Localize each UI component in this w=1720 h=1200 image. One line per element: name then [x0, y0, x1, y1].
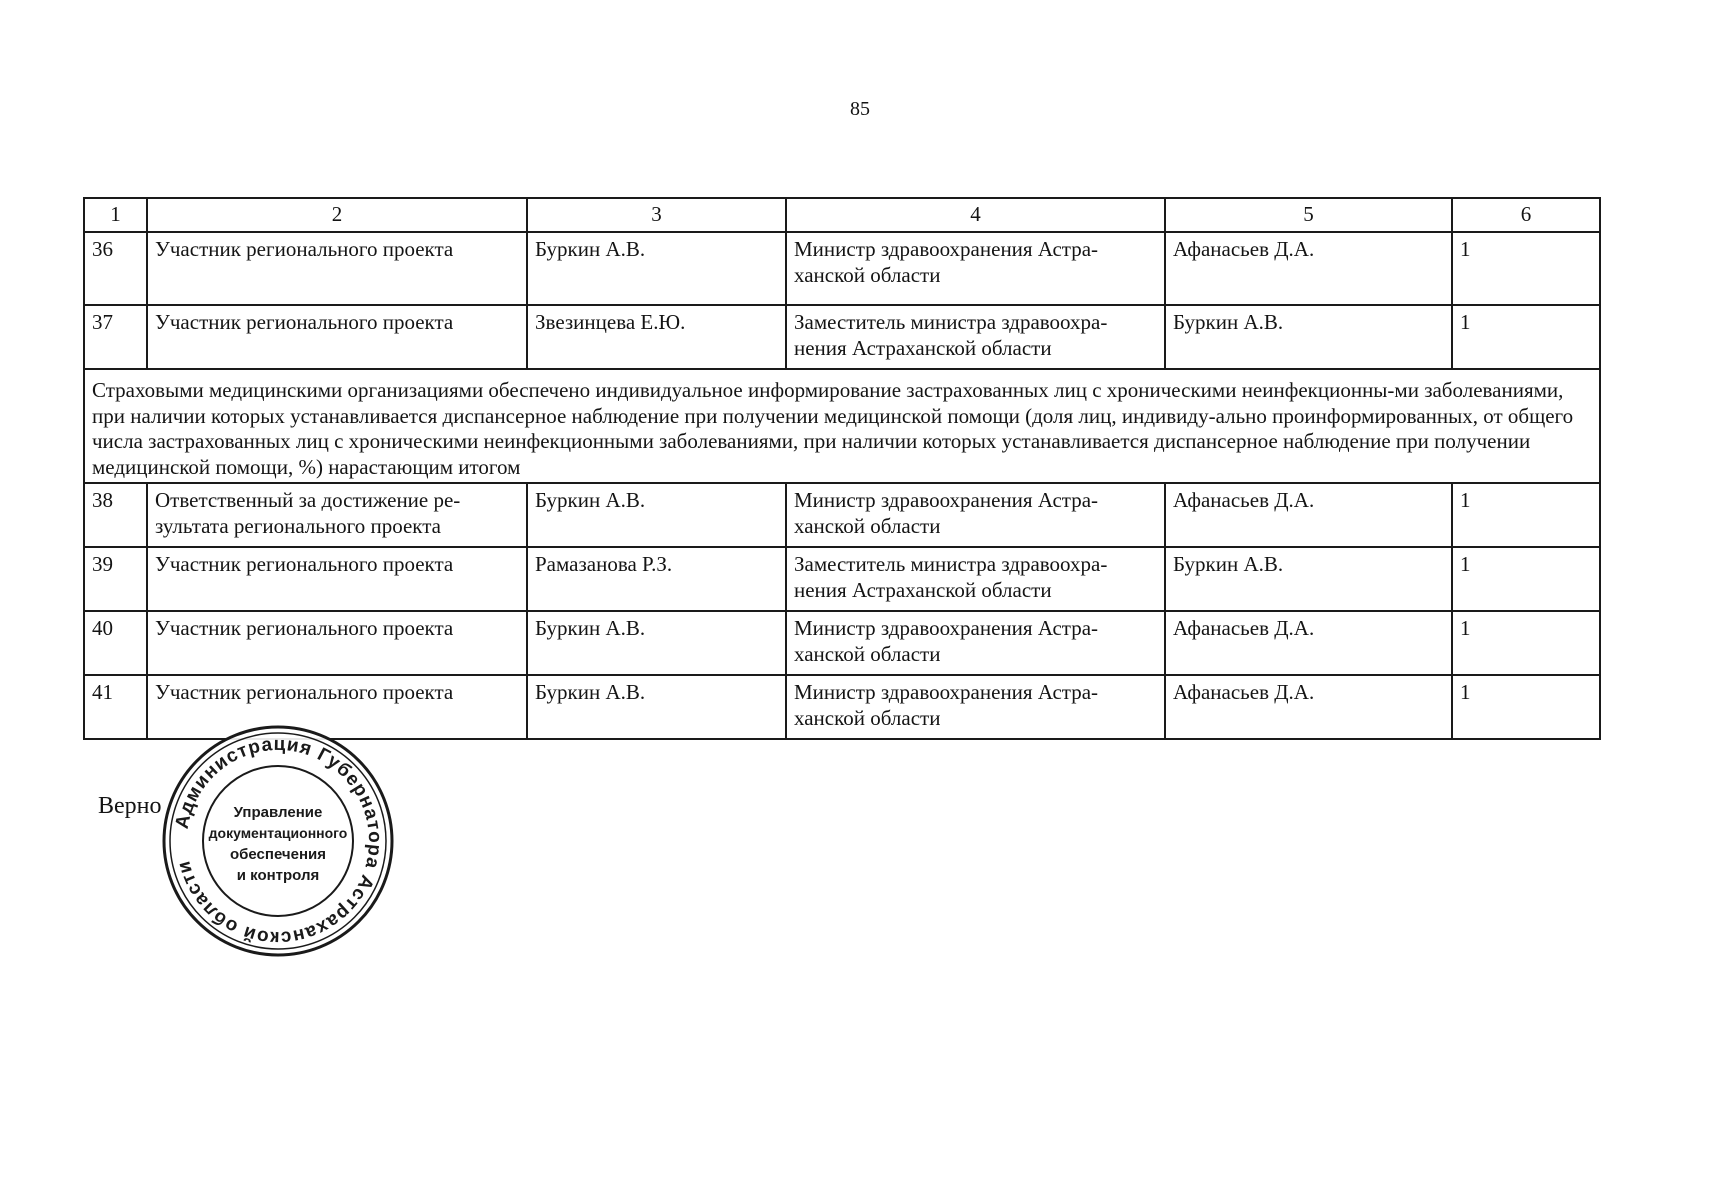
row-value: 1 [1452, 305, 1600, 369]
row-role: Участник регионального проекта [147, 611, 527, 675]
row-person: Буркин А.В. [527, 232, 786, 305]
row-position: Министр здравоохранения Астра-ханской области [786, 611, 1165, 675]
stamp-outer-ring [164, 727, 392, 955]
row-supervisor: Буркин А.В. [1165, 305, 1452, 369]
stamp-center-line: документационного [208, 825, 348, 841]
responsibility-table [83, 197, 1601, 740]
stamp-ring-text: Администрация Губернатора Астраханской области [171, 733, 386, 949]
column-header: 4 [786, 198, 1165, 232]
row-number: 39 [84, 547, 147, 611]
row-person: Буркин А.В. [527, 675, 786, 739]
row-role: Участник регионального проекта [147, 675, 527, 739]
table-row [84, 483, 1600, 547]
row-person: Рамазанова Р.З. [527, 547, 786, 611]
row-supervisor: Афанасьев Д.А. [1165, 675, 1452, 739]
row-value: 1 [1452, 675, 1600, 739]
row-number: 38 [84, 483, 147, 547]
table-row [84, 305, 1600, 369]
column-header: 1 [84, 198, 147, 232]
row-role: Ответственный за достижение ре-зультата регионального проекта [147, 483, 527, 547]
row-position: Заместитель министра здравоохра-нения Астраханской области [786, 547, 1165, 611]
row-role: Участник регионального проекта [147, 232, 527, 305]
table-header-row [84, 198, 1600, 232]
certification-label: Верно [98, 793, 162, 819]
row-value: 1 [1452, 611, 1600, 675]
row-number: 37 [84, 305, 147, 369]
row-position: Министр здравоохранения Астра-ханской области [786, 232, 1165, 305]
column-header: 3 [527, 198, 786, 232]
row-number: 41 [84, 675, 147, 739]
row-supervisor: Афанасьев Д.А. [1165, 611, 1452, 675]
row-value: 1 [1452, 232, 1600, 305]
table-row [84, 232, 1600, 305]
row-number: 36 [84, 232, 147, 305]
official-stamp [160, 723, 396, 959]
row-supervisor: Афанасьев Д.А. [1165, 483, 1452, 547]
table-row [84, 611, 1600, 675]
column-header: 6 [1452, 198, 1600, 232]
column-header: 5 [1165, 198, 1452, 232]
row-position: Министр здравоохранения Астра-ханской области [786, 483, 1165, 547]
page-number: 85 [850, 98, 870, 120]
column-header: 2 [147, 198, 527, 232]
stamp-center-line: обеспечения [229, 846, 327, 863]
row-value: 1 [1452, 483, 1600, 547]
row-person: Буркин А.В. [527, 483, 786, 547]
row-supervisor: Афанасьев Д.А. [1165, 232, 1452, 305]
row-position: Заместитель министра здравоохра-нения Астраханской области [786, 305, 1165, 369]
row-number: 40 [84, 611, 147, 675]
stamp-center-line: и контроля [236, 867, 320, 884]
row-person: Буркин А.В. [527, 611, 786, 675]
section-heading: Страховыми медицинскими организациями обеспечено индивидуальное информирование застрахованных лиц с хроническими неинфекционны-ми заболеваниями, при наличии которых устанавливается диспансерное наблюдение при получении медицинской помощи (доля лиц, индивиду-ально проинформированных, от общего числа застрахованных лиц с хроническими неинфекционными заболеваниями, при наличии которых устанавливается диспансерное наблюдение при получении медицинской помощи, %) нарастающим итогом [84, 369, 1600, 483]
row-value: 1 [1452, 547, 1600, 611]
row-person: Звезинцева Е.Ю. [527, 305, 786, 369]
row-supervisor: Буркин А.В. [1165, 547, 1452, 611]
stamp-center-line: Управление [233, 804, 323, 821]
row-position: Министр здравоохранения Астра-ханской области [786, 675, 1165, 739]
table-row [84, 547, 1600, 611]
section-heading-row [84, 369, 1600, 483]
row-role: Участник регионального проекта [147, 305, 527, 369]
row-role: Участник регионального проекта [147, 547, 527, 611]
